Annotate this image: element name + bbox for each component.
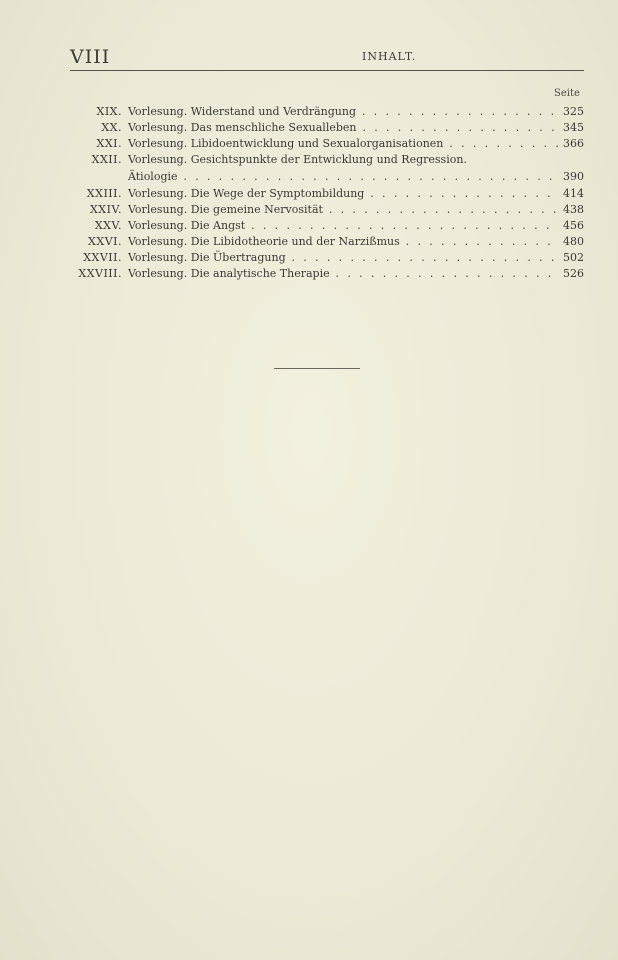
lecture-title-text: Vorlesung. Die Wege der Symptombildung <box>128 187 365 200</box>
lecture-title-text: Vorlesung. Die Libidotheorie und der Narzißmus <box>128 235 400 248</box>
lecture-title-text: Vorlesung. Die Angst <box>128 219 246 232</box>
lecture-title <box>128 218 558 234</box>
lecture-title <box>128 136 558 152</box>
lecture-title-text: Vorlesung. Die gemeine Nervosität <box>128 203 323 216</box>
lecture-title-continuation <box>128 169 558 185</box>
lecture-number: XXVII. <box>83 251 122 264</box>
toc-entry <box>60 202 584 218</box>
page-ref: 480 <box>563 235 584 248</box>
page-header <box>70 44 584 71</box>
lecture-number: XXVIII. <box>78 267 122 280</box>
lecture-title <box>128 120 558 136</box>
lecture-number: XXIII. <box>86 187 122 200</box>
lecture-title-text: Vorlesung. Libidoentwicklung und Sexualorganisationen <box>128 137 444 150</box>
lecture-title-text: Vorlesung. Die Übertragung <box>128 251 286 264</box>
table-of-contents <box>60 104 584 282</box>
toc-entry <box>60 186 584 202</box>
toc-entry <box>60 104 584 120</box>
page-number: VIII <box>70 46 111 68</box>
lecture-number: XXV. <box>94 219 122 232</box>
lecture-title-text: Vorlesung. Die analytische Therapie <box>128 267 330 280</box>
toc-entry <box>60 266 584 282</box>
lecture-title <box>128 234 558 250</box>
page-ref: 438 <box>563 203 584 216</box>
lecture-number: XXIV. <box>89 203 122 216</box>
page-ref: 414 <box>563 187 584 200</box>
page-ref: 390 <box>563 170 584 183</box>
section-divider <box>274 368 360 369</box>
lecture-title-text: Vorlesung. Das menschliche Sexualleben <box>128 121 357 134</box>
lecture-title-text: Vorlesung. Widerstand und Verdrängung <box>128 105 356 118</box>
page-column-label: Seite <box>554 88 580 99</box>
page-ref: 526 <box>563 267 584 280</box>
lecture-title <box>128 186 558 202</box>
page-ref: 456 <box>563 219 584 232</box>
lecture-title <box>128 266 558 282</box>
lecture-number: XIX. <box>96 105 122 118</box>
toc-entry <box>60 136 584 152</box>
lecture-title-text-line2: Ätiologie <box>128 170 178 183</box>
page-ref: 366 <box>563 137 584 150</box>
toc-entry <box>60 250 584 266</box>
page-ref: 325 <box>563 105 584 118</box>
lecture-title-text: Vorlesung. Gesichtspunkte der Entwicklung und Regression. <box>128 153 467 166</box>
toc-entry <box>60 234 584 250</box>
lecture-title <box>128 152 558 168</box>
page-ref: 502 <box>563 251 584 264</box>
page-ref: 345 <box>563 121 584 134</box>
lecture-number: XXII. <box>91 153 122 166</box>
lecture-number: XX. <box>101 121 122 134</box>
lecture-title <box>128 250 558 266</box>
lecture-title <box>128 104 558 120</box>
toc-entry <box>60 120 584 136</box>
lecture-title <box>128 202 558 218</box>
lecture-number: XXI. <box>96 137 122 150</box>
lecture-number: XXVI. <box>88 235 122 248</box>
toc-entry <box>60 152 584 186</box>
running-title: INHALT. <box>362 50 417 63</box>
toc-entry <box>60 218 584 234</box>
